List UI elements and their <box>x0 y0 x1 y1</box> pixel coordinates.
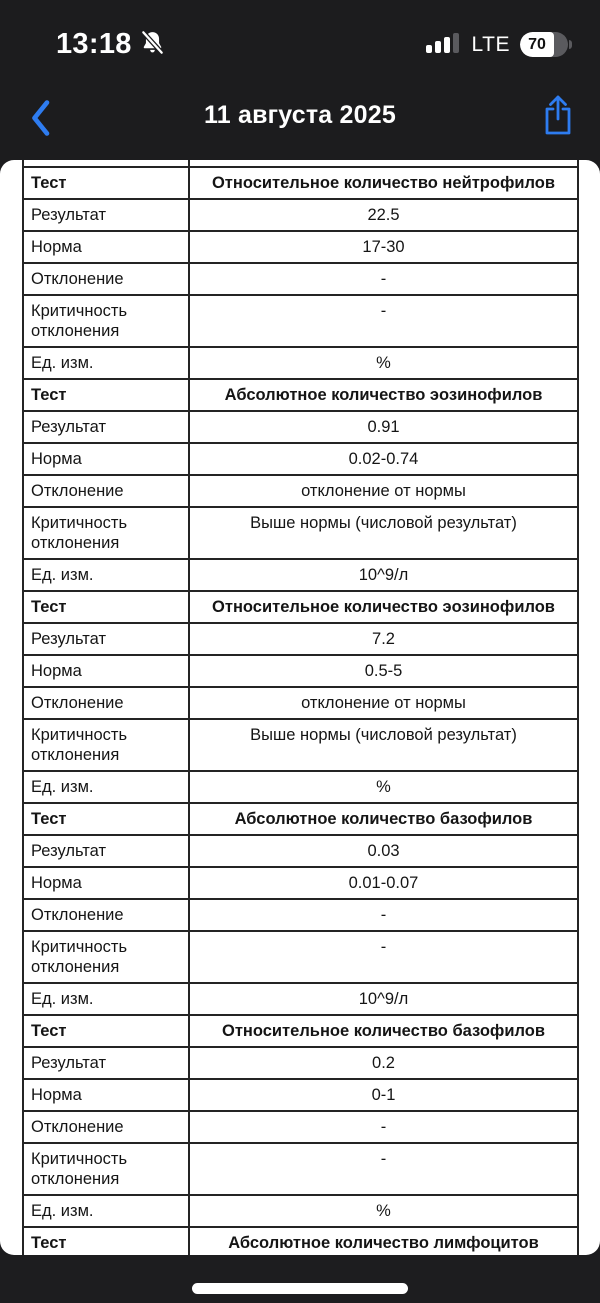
row-value: 0.91 <box>189 411 578 443</box>
unit-row <box>23 559 578 591</box>
row-value: Относительное количество базофилов <box>189 1015 578 1047</box>
battery-cap <box>569 40 572 49</box>
bell-slash-icon <box>139 29 166 61</box>
row-label: Тест <box>23 1015 189 1047</box>
row-label: Ед. изм. <box>23 771 189 803</box>
row-label: Критичность отклонения <box>23 507 189 559</box>
network-type-label: LTE <box>471 32 510 56</box>
row-value: 10^9/л <box>189 559 578 591</box>
test-row <box>23 167 578 199</box>
bottom-bar <box>0 1255 600 1303</box>
status-bar <box>0 0 600 75</box>
row-label: Тест <box>23 803 189 835</box>
row-label: Результат <box>23 199 189 231</box>
row-label: Ед. изм. <box>23 559 189 591</box>
row-value: 17-30 <box>189 231 578 263</box>
row-label: Ед. изм. <box>23 347 189 379</box>
row-label: Критичность отклонения <box>23 931 189 983</box>
row-value: - <box>189 263 578 295</box>
row-value: 0.2 <box>189 1047 578 1079</box>
row-value: - <box>189 295 578 347</box>
result-row <box>23 623 578 655</box>
clock: 13:18 <box>56 28 132 60</box>
deviation-row <box>23 687 578 719</box>
row-label: Результат <box>23 1047 189 1079</box>
row-label: Результат <box>23 623 189 655</box>
row-value: 22.5 <box>189 199 578 231</box>
row-label: Норма <box>23 443 189 475</box>
row-value: Абсолютное количество базофилов <box>189 803 578 835</box>
share-button[interactable] <box>538 89 578 144</box>
row-label: Ед. изм. <box>23 1195 189 1227</box>
result-row <box>23 1047 578 1079</box>
norm-row <box>23 443 578 475</box>
battery-percent: 70 <box>528 35 546 53</box>
norm-row <box>23 1079 578 1111</box>
result-row <box>23 199 578 231</box>
row-value: - <box>189 931 578 983</box>
deviation-row <box>23 899 578 931</box>
row-label: Отклонение <box>23 1111 189 1143</box>
cellular-signal-icon <box>426 31 462 59</box>
criticality-row <box>23 295 578 347</box>
row-value: 0.01-0.07 <box>189 867 578 899</box>
row-value: Относительное количество эозинофилов <box>189 591 578 623</box>
row-label: Отклонение <box>23 687 189 719</box>
row-value: Абсолютное количество лимфоцитов <box>189 1227 578 1255</box>
row-label: Тест <box>23 167 189 199</box>
page-title: 11 августа 2025 <box>204 101 396 129</box>
row-label: Тест <box>23 379 189 411</box>
result-row <box>23 835 578 867</box>
test-row <box>23 1015 578 1047</box>
home-indicator[interactable] <box>192 1283 408 1294</box>
row-value: % <box>189 1195 578 1227</box>
row-value: Относительное количество нейтрофилов <box>189 167 578 199</box>
row-value: - <box>189 1143 578 1195</box>
row-value: Выше нормы (числовой результат) <box>189 507 578 559</box>
share-icon <box>542 125 574 140</box>
norm-row <box>23 655 578 687</box>
criticality-row <box>23 931 578 983</box>
row-value: 10^9/л <box>189 983 578 1015</box>
result-row <box>23 411 578 443</box>
criticality-row <box>23 719 578 771</box>
results-table <box>22 160 579 1255</box>
row-value: отклонение от нормы <box>189 475 578 507</box>
deviation-row <box>23 263 578 295</box>
document-sheet[interactable] <box>0 160 600 1255</box>
row-label: Норма <box>23 867 189 899</box>
row-label: Ед. изм. <box>23 983 189 1015</box>
row-label: Результат <box>23 411 189 443</box>
row-value: 0-1 <box>189 1079 578 1111</box>
row-value: Абсолютное количество эозинофилов <box>189 379 578 411</box>
row-value: отклонение от нормы <box>189 687 578 719</box>
test-row <box>23 1227 578 1255</box>
test-row <box>23 803 578 835</box>
row-label: Норма <box>23 655 189 687</box>
row-value: 0.5-5 <box>189 655 578 687</box>
row-value: % <box>189 347 578 379</box>
test-row <box>23 379 578 411</box>
row-label: Тест <box>23 1227 189 1255</box>
norm-row <box>23 867 578 899</box>
norm-row <box>23 231 578 263</box>
row-value: - <box>189 1111 578 1143</box>
unit-row <box>23 1195 578 1227</box>
deviation-row <box>23 1111 578 1143</box>
row-value: 0.02-0.74 <box>189 443 578 475</box>
row-label: Критичность отклонения <box>23 1143 189 1195</box>
deviation-row <box>23 475 578 507</box>
partial-row <box>23 160 578 167</box>
row-label: Отклонение <box>23 263 189 295</box>
test-row <box>23 591 578 623</box>
row-value: 0.03 <box>189 835 578 867</box>
unit-row <box>23 983 578 1015</box>
row-label: Норма <box>23 1079 189 1111</box>
row-label: Критичность отклонения <box>23 719 189 771</box>
row-value: % <box>189 771 578 803</box>
row-label: Норма <box>23 231 189 263</box>
battery-indicator <box>520 32 572 57</box>
criticality-row <box>23 507 578 559</box>
row-label: Критичность отклонения <box>23 295 189 347</box>
unit-row <box>23 771 578 803</box>
criticality-row <box>23 1143 578 1195</box>
unit-row <box>23 347 578 379</box>
row-value: 7.2 <box>189 623 578 655</box>
row-value: Выше нормы (числовой результат) <box>189 719 578 771</box>
row-label: Отклонение <box>23 475 189 507</box>
row-label: Результат <box>23 835 189 867</box>
row-value: - <box>189 899 578 931</box>
nav-bar <box>0 75 600 160</box>
row-label: Тест <box>23 591 189 623</box>
row-label: Отклонение <box>23 899 189 931</box>
